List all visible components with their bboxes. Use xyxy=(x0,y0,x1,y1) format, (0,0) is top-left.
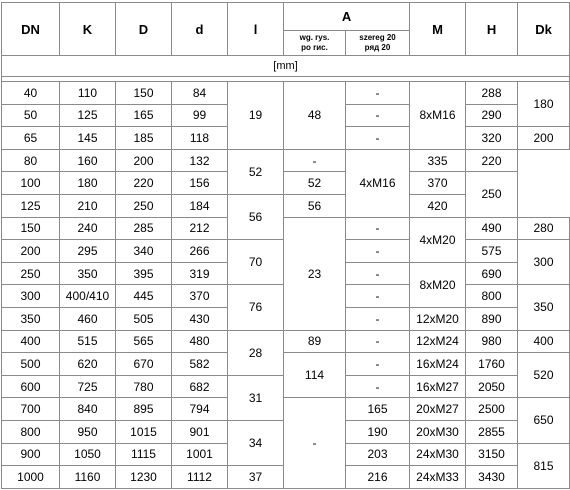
cell-h: 370 xyxy=(410,172,466,195)
cell-h: 335 xyxy=(410,149,466,172)
cell-a-series-20: 52 xyxy=(284,172,346,195)
cell-h: 2500 xyxy=(466,398,518,421)
cell-a-series-20: 203 xyxy=(346,443,410,466)
cell-d-inner: 682 xyxy=(172,375,228,398)
table-row xyxy=(2,330,570,353)
cell-h: 3150 xyxy=(466,443,518,466)
cell-h: 490 xyxy=(466,217,518,240)
cell-dn: 500 xyxy=(2,353,60,376)
cell-dn: 40 xyxy=(2,82,60,105)
cell-d-outer: 185 xyxy=(116,127,172,150)
table-row xyxy=(2,217,570,240)
cell-d-outer: 565 xyxy=(116,330,172,353)
table-row xyxy=(2,82,570,105)
dimensions-table xyxy=(1,2,570,489)
cell-dk: 200 xyxy=(518,127,570,150)
cell-m: 20xM27 xyxy=(410,398,466,421)
cell-l: 19 xyxy=(228,82,284,150)
cell-h: 575 xyxy=(466,240,518,263)
cell-m: 8xM20 xyxy=(410,262,466,307)
cell-d-outer: 780 xyxy=(116,375,172,398)
cell-d-outer: 250 xyxy=(116,194,172,217)
cell-d-inner: 156 xyxy=(172,172,228,195)
cell-d-inner: 901 xyxy=(172,420,228,443)
cell-dn: 800 xyxy=(2,420,60,443)
cell-h: 3430 xyxy=(466,466,518,489)
table-row xyxy=(2,172,570,195)
cell-k: 840 xyxy=(60,398,116,421)
cell-h: 288 xyxy=(466,82,518,105)
cell-dk: 300 xyxy=(518,240,570,285)
cell-d-inner: 184 xyxy=(172,194,228,217)
cell-k: 240 xyxy=(60,217,116,240)
cell-dn: 300 xyxy=(2,285,60,308)
cell-dn: 150 xyxy=(2,217,60,240)
cell-dk: 815 xyxy=(518,443,570,488)
cell-dk: 350 xyxy=(518,285,570,330)
cell-dn: 700 xyxy=(2,398,60,421)
cell-dn: 400 xyxy=(2,330,60,353)
cell-dk: 650 xyxy=(518,398,570,443)
cell-m: 24xM30 xyxy=(410,443,466,466)
cell-a-series-20: - xyxy=(284,149,346,172)
cell-dk: 280 xyxy=(518,217,570,240)
cell-m: 8xM16 xyxy=(410,82,466,150)
cell-d-inner: 212 xyxy=(172,217,228,240)
header-dn: DN xyxy=(2,3,60,56)
cell-dn: 65 xyxy=(2,127,60,150)
cell-k: 210 xyxy=(60,194,116,217)
cell-a-drawing: 56 xyxy=(228,194,284,239)
cell-k: 515 xyxy=(60,330,116,353)
header-m: M xyxy=(410,3,466,56)
unit-label: [mm] xyxy=(2,56,570,77)
cell-k: 620 xyxy=(60,353,116,376)
cell-d-inner: 132 xyxy=(172,149,228,172)
cell-dk: 520 xyxy=(518,353,570,398)
cell-m: 24xM33 xyxy=(410,466,466,489)
cell-a-series-20: - xyxy=(346,353,410,376)
cell-d-outer: 165 xyxy=(116,104,172,127)
header-a: A xyxy=(284,3,410,31)
cell-a-series-20: - xyxy=(346,104,410,127)
cell-h: 690 xyxy=(466,262,518,285)
cell-h: 290 xyxy=(466,104,518,127)
cell-m: 12xM20 xyxy=(410,307,466,330)
cell-d-outer: 1015 xyxy=(116,420,172,443)
cell-a-series-20: - xyxy=(346,262,410,285)
header-d-inner: d xyxy=(172,3,228,56)
cell-d-outer: 445 xyxy=(116,285,172,308)
header-a-per-drawing: wg. rys. po rис. xyxy=(284,31,346,56)
table-row xyxy=(2,353,570,376)
cell-d-inner: 319 xyxy=(172,262,228,285)
header-a-series-20: szereg 20 ряд 20 xyxy=(346,31,410,56)
cell-l: 37 xyxy=(228,466,284,489)
cell-dn: 250 xyxy=(2,262,60,285)
cell-d-inner: 794 xyxy=(172,398,228,421)
cell-h: 420 xyxy=(410,194,466,217)
cell-m: 16xM27 xyxy=(410,375,466,398)
cell-a-series-20: - xyxy=(346,307,410,330)
cell-d-inner: 582 xyxy=(172,353,228,376)
cell-l: 34 xyxy=(228,420,284,465)
cell-d-outer: 505 xyxy=(116,307,172,330)
cell-m: 16xM24 xyxy=(410,353,466,376)
cell-h: 1760 xyxy=(466,353,518,376)
cell-l: 31 xyxy=(228,375,284,420)
cell-k: 125 xyxy=(60,104,116,127)
cell-a-drawing: 70 xyxy=(228,240,284,285)
cell-k: 180 xyxy=(60,172,116,195)
cell-k: 295 xyxy=(60,240,116,263)
cell-a-drawing: 52 xyxy=(228,149,284,194)
cell-d-outer: 220 xyxy=(116,172,172,195)
cell-dn: 50 xyxy=(2,104,60,127)
cell-a-series-20: - xyxy=(346,127,410,150)
cell-dn: 350 xyxy=(2,307,60,330)
cell-d-outer: 200 xyxy=(116,149,172,172)
header-l: l xyxy=(228,3,284,56)
cell-m: 20xM30 xyxy=(410,420,466,443)
table-row xyxy=(2,149,570,172)
cell-dn: 125 xyxy=(2,194,60,217)
cell-d-outer: 150 xyxy=(116,82,172,105)
cell-d-outer: 1115 xyxy=(116,443,172,466)
table-row xyxy=(2,398,570,421)
cell-l: 23 xyxy=(284,217,346,330)
cell-d-inner: 1112 xyxy=(172,466,228,489)
cell-h: 320 xyxy=(466,127,518,150)
cell-h: 2855 xyxy=(466,420,518,443)
cell-dn: 600 xyxy=(2,375,60,398)
cell-a-series-20: - xyxy=(346,330,410,353)
cell-m: 12xM24 xyxy=(410,330,466,353)
cell-d-inner: 1001 xyxy=(172,443,228,466)
cell-a-series-20: 165 xyxy=(346,398,410,421)
cell-a-drawing: 48 xyxy=(284,82,346,150)
cell-a-series-20: - xyxy=(346,240,410,263)
cell-dk: 180 xyxy=(518,82,570,127)
cell-d-inner: 118 xyxy=(172,127,228,150)
cell-dn: 900 xyxy=(2,443,60,466)
cell-d-inner: 266 xyxy=(172,240,228,263)
cell-k: 110 xyxy=(60,82,116,105)
cell-k: 1050 xyxy=(60,443,116,466)
cell-a-series-20: - xyxy=(346,375,410,398)
cell-d-inner: 370 xyxy=(172,285,228,308)
header-h: H xyxy=(466,3,518,56)
cell-h: 800 xyxy=(466,285,518,308)
cell-k: 725 xyxy=(60,375,116,398)
cell-a-drawing: 89 xyxy=(284,330,346,353)
cell-d-outer: 670 xyxy=(116,353,172,376)
cell-m: 4xM16 xyxy=(346,149,410,217)
cell-dk: 220 xyxy=(466,149,518,172)
cell-h: 2050 xyxy=(466,375,518,398)
cell-a-drawing: - xyxy=(284,398,346,488)
cell-dk: 250 xyxy=(466,172,518,217)
cell-a-series-20: 56 xyxy=(284,194,346,217)
table-body xyxy=(2,82,570,489)
cell-d-outer: 1230 xyxy=(116,466,172,489)
cell-dk: 400 xyxy=(518,330,570,353)
header-dk: Dk xyxy=(518,3,570,56)
header-d-outer: D xyxy=(116,3,172,56)
cell-d-outer: 895 xyxy=(116,398,172,421)
cell-m: 4xM20 xyxy=(410,217,466,262)
cell-a-drawing: 114 xyxy=(284,353,346,398)
cell-a-drawing: 76 xyxy=(228,285,284,330)
cell-d-inner: 84 xyxy=(172,82,228,105)
header-k: K xyxy=(60,3,116,56)
cell-d-inner: 430 xyxy=(172,307,228,330)
cell-dn: 80 xyxy=(2,149,60,172)
cell-d-outer: 340 xyxy=(116,240,172,263)
cell-h: 890 xyxy=(466,307,518,330)
cell-dn: 200 xyxy=(2,240,60,263)
cell-k: 350 xyxy=(60,262,116,285)
cell-k: 145 xyxy=(60,127,116,150)
cell-dn: 1000 xyxy=(2,466,60,489)
cell-a-series-20: 190 xyxy=(346,420,410,443)
cell-a-series-20: - xyxy=(346,217,410,240)
cell-d-inner: 99 xyxy=(172,104,228,127)
cell-k: 400/410 xyxy=(60,285,116,308)
cell-k: 950 xyxy=(60,420,116,443)
cell-d-inner: 480 xyxy=(172,330,228,353)
cell-k: 460 xyxy=(60,307,116,330)
cell-d-outer: 285 xyxy=(116,217,172,240)
cell-h: 980 xyxy=(466,330,518,353)
cell-k: 160 xyxy=(60,149,116,172)
cell-a-series-20: - xyxy=(346,82,410,105)
cell-a-series-20: - xyxy=(346,285,410,308)
cell-d-outer: 395 xyxy=(116,262,172,285)
cell-k: 1160 xyxy=(60,466,116,489)
cell-l: 28 xyxy=(228,330,284,375)
cell-dn: 100 xyxy=(2,172,60,195)
cell-a-series-20: 216 xyxy=(346,466,410,489)
